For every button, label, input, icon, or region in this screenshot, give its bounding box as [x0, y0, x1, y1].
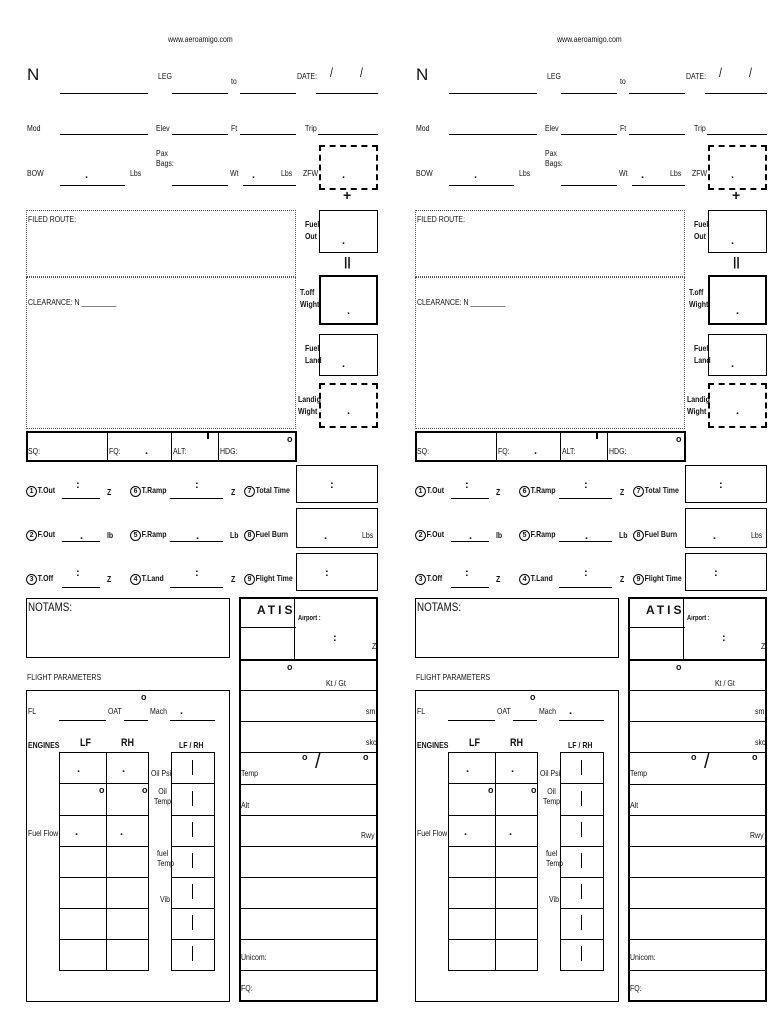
fq-decimal: .: [145, 445, 149, 457]
atis-sky-unit: skc: [366, 737, 377, 747]
lf-rh-label: LF / RH: [179, 740, 204, 750]
date-label: DATE:: [297, 71, 318, 81]
fq-label: FQ:: [109, 446, 121, 456]
tail-number-label: N: [416, 65, 429, 84]
fuel-land-decimal: .: [342, 358, 346, 370]
oat-field[interactable]: [124, 720, 148, 721]
elev-field[interactable]: [172, 134, 228, 135]
ft-label: Ft: [620, 123, 627, 133]
oil-temp-label: Oil Temp: [543, 786, 561, 806]
takeoff-weight-box[interactable]: [319, 275, 378, 325]
zfw-decimal: .: [342, 169, 346, 181]
equals-sign: ||: [733, 255, 740, 269]
fl-label: FL: [417, 706, 426, 716]
atis-rwy-label: Rwy: [750, 830, 764, 840]
atis-alt-label: Alt: [241, 800, 250, 810]
engines-label: ENGINES: [28, 740, 60, 750]
fuel-out-box[interactable]: [319, 210, 378, 253]
landing-weight-decimal: .: [347, 405, 351, 417]
bow-field[interactable]: [60, 185, 125, 186]
oat-label: OAT: [497, 706, 511, 716]
atis-visibility-unit: sm: [366, 706, 376, 716]
t-off-field[interactable]: [451, 587, 489, 588]
tail-number-label: N: [27, 65, 40, 84]
bow-label: BOW: [416, 168, 433, 178]
plus-sign: +: [732, 187, 741, 203]
t-ramp-field[interactable]: [170, 498, 223, 499]
pax-bags-field[interactable]: [172, 185, 228, 186]
lf-rh-label: LF / RH: [568, 740, 593, 750]
mod-label: Mod: [416, 123, 430, 133]
f-ramp-field[interactable]: [170, 541, 223, 542]
elev-label: Elev: [156, 123, 170, 133]
date-separator: /: [360, 65, 363, 80]
atis-wind-unit: Kt / Gt: [326, 678, 346, 688]
atis-panel: [239, 597, 378, 1002]
clearance-label: CLEARANCE: N _________: [417, 297, 506, 307]
t-out-label: 1 T.Out: [27, 485, 55, 497]
t-out-field[interactable]: [451, 498, 489, 499]
sq-label: SQ:: [417, 446, 430, 456]
flight-time-box[interactable]: [685, 553, 767, 591]
wt-label: Wt: [619, 168, 628, 178]
flight-log-card-left: www.aeroamigo.com N LEG to DATE: / / Mod Elev Ft Trip BOW . Lbs Pax Bags: Wt . Lbs ZFW . + FILED ROUTE: CLEARANCE: N _________ Fuel Out . || T.off Wight . Fuel Land . Landig Wight . SQ: FQ: . ALT: HDG: o 1 T.Out : Z 6 T.Ramp : Z 7 Total Time : 2 F.Out . lb 5 F.Ramp . Lb 8 Fuel Burn . Lbs 3 T.Off : Z 4 T.Land : Z 9 Flight Time : NOTAMS: ATIS Airport : : Z o Kt / Gt sm skc Temp o / o Alt Rwy Unicom: FQ: FLIGHT PARAMETERS FL OAT o Mach . ENGINES LF RH LF / RH . . o o . . Oil Psi Oil Temp Fuel Flow fuel Temp Vib: [0, 0, 385, 1024]
leg-to-field[interactable]: [240, 93, 296, 94]
atis-airport-label: Airport :: [687, 615, 710, 622]
total-time-label: 7 Total Time: [245, 485, 290, 497]
takeoff-weight-label: T.off Wight: [689, 287, 709, 309]
wt-field[interactable]: [243, 185, 296, 186]
notams-label: NOTAMS:: [417, 600, 462, 614]
sq-label: SQ:: [28, 446, 41, 456]
date-label: DATE:: [686, 71, 707, 81]
fuel-burn-label: 8 Fuel Burn: [245, 529, 288, 541]
trip-label: Trip: [694, 123, 706, 133]
flight-params-title: FLIGHT PARAMETERS: [416, 672, 491, 682]
flight-time-label: 9 Flight Time: [634, 573, 682, 585]
leg-to-field[interactable]: [629, 93, 685, 94]
to-label: to: [620, 76, 626, 86]
rh-label: RH: [510, 737, 524, 749]
hdg-label: HDG:: [609, 446, 627, 456]
date-separator: /: [749, 65, 752, 80]
equals-sign: ||: [344, 255, 351, 269]
landing-weight-decimal: .: [736, 405, 740, 417]
fl-field[interactable]: [448, 720, 495, 721]
total-time-box[interactable]: [296, 465, 378, 503]
wt-decimal: .: [641, 169, 645, 181]
clearance-label: CLEARANCE: N _________: [28, 297, 117, 307]
bow-field[interactable]: [449, 185, 514, 186]
filed-route-label: FILED ROUTE:: [28, 214, 77, 224]
flight-log-card-right: www.aeroamigo.com N LEG to DATE: / / Mod Elev Ft Trip BOW . Lbs Pax Bags: Wt . Lbs ZFW . + FILED ROUTE: CLEARANCE: N _________ Fuel Out . || T.off Wight . Fuel Land . Landig Wight . SQ: FQ: . ALT: HDG: o 1 T.Out : Z 6 T.Ramp : Z 7 Total Time : 2 F.Out . lb 5 F.Ramp . Lb 8 Fuel Burn . Lbs 3 T.Off : Z 4 T.Land : Z 9 Flight Time : NOTAMS: ATIS Airport : : Z o Kt / Gt sm skc Temp o / o Alt Rwy Unicom: FQ: FLIGHT PARAMETERS FL OAT o Mach . ENGINES LF RH LF / RH . . o o . . Oil Psi Oil Temp Fuel Flow fuel Temp Vib: [389, 0, 770, 1024]
zfw-label: ZFW: [692, 168, 708, 178]
engines-label: ENGINES: [417, 740, 449, 750]
t-land-field[interactable]: [170, 587, 223, 588]
alt-label: ALT:: [173, 446, 187, 456]
filed-route-label: FILED ROUTE:: [417, 214, 466, 224]
fuel-land-label: Fuel Land: [305, 343, 322, 365]
oat-field[interactable]: [513, 720, 537, 721]
wt-lbs-label: Lbs: [281, 168, 293, 178]
fuel-out-decimal: .: [342, 235, 346, 247]
plus-sign: +: [343, 187, 352, 203]
leg-label: LEG: [547, 71, 561, 81]
bow-lbs-label: Lbs: [130, 168, 142, 178]
landing-weight-label: Landig Wight: [687, 394, 710, 416]
mod-field[interactable]: [60, 134, 148, 135]
fuel-land-decimal: .: [731, 358, 735, 370]
atis-alt-label: Alt: [630, 800, 639, 810]
fuel-burn-box[interactable]: [296, 508, 378, 548]
t-land-label: 4 T.Land: [131, 573, 164, 585]
to-label: to: [231, 76, 237, 86]
leg-from-field[interactable]: [561, 93, 617, 94]
atis-unicom-label: Unicom:: [630, 952, 656, 962]
bow-label: BOW: [27, 168, 44, 178]
atis-wind-unit: Kt / Gt: [715, 678, 735, 688]
atis-unicom-label: Unicom:: [241, 952, 267, 962]
fuel-land-box[interactable]: [708, 334, 767, 376]
fq-label: FQ:: [498, 446, 510, 456]
atis-title: ATIS: [257, 603, 296, 617]
ft-label: Ft: [231, 123, 238, 133]
wt-label: Wt: [230, 168, 239, 178]
mach-field[interactable]: [559, 720, 604, 721]
f-out-field[interactable]: [62, 541, 100, 542]
mod-label: Mod: [27, 123, 41, 133]
t-ramp-label: 6 T.Ramp: [131, 485, 166, 497]
pax-bags-field[interactable]: [561, 185, 617, 186]
squawk-row: [26, 431, 297, 462]
website-url: www.aeroamigo.com: [557, 34, 622, 44]
atis-fq-label: FQ:: [241, 983, 253, 993]
zfw-decimal: .: [731, 169, 735, 181]
fuel-burn-label: 8 Fuel Burn: [634, 529, 677, 541]
atis-visibility-unit: sm: [755, 706, 765, 716]
oil-psi-label: Oil Psi: [151, 768, 172, 778]
rh-label: RH: [121, 737, 135, 749]
trip-label: Trip: [305, 123, 317, 133]
leg-from-field[interactable]: [172, 93, 228, 94]
fuel-temp-label: fuel Temp: [157, 848, 175, 868]
ft-field[interactable]: [629, 134, 685, 135]
zfw-box[interactable]: [708, 145, 767, 190]
tail-number-field[interactable]: [449, 93, 537, 94]
fuel-temp-label: fuel Temp: [546, 848, 564, 868]
fuel-burn-box[interactable]: [685, 508, 767, 548]
fuel-out-box[interactable]: [708, 210, 767, 253]
landing-weight-label: Landig Wight: [298, 394, 321, 416]
atis-sky-unit: skc: [755, 737, 766, 747]
f-out-label: 2 F.Out: [27, 529, 55, 541]
t-ramp-field[interactable]: [559, 498, 612, 499]
mod-field[interactable]: [449, 134, 537, 135]
elev-label: Elev: [545, 123, 559, 133]
vib-label: Vib: [549, 894, 559, 904]
atis-temp-label: Temp: [630, 768, 648, 778]
atis-temp-label: Temp: [241, 768, 259, 778]
mach-field[interactable]: [170, 720, 215, 721]
notams-label: NOTAMS:: [28, 600, 73, 614]
alt-label: ALT:: [562, 446, 576, 456]
fuel-out-label: Fuel Out: [305, 219, 320, 241]
fuel-out-label: Fuel Out: [694, 219, 709, 241]
flight-params-title: FLIGHT PARAMETERS: [27, 672, 102, 682]
squawk-row: [415, 431, 686, 462]
website-url: www.aeroamigo.com: [168, 34, 233, 44]
f-out-field[interactable]: [451, 541, 489, 542]
date-separator: /: [330, 65, 333, 80]
bow-decimal: .: [474, 169, 478, 181]
ft-field[interactable]: [240, 134, 296, 135]
mach-label: Mach: [539, 706, 557, 716]
t-land-label: 4 T.Land: [520, 573, 553, 585]
fuel-flow-label: Fuel Flow: [28, 828, 59, 838]
f-out-label: 2 F.Out: [416, 529, 444, 541]
atis-airport-label: Airport :: [298, 615, 321, 622]
f-ramp-label: 5 F.Ramp: [131, 529, 166, 541]
pax-bags-label: Pax Bags:: [545, 148, 563, 168]
t-out-label: 1 T.Out: [416, 485, 444, 497]
fq-decimal: .: [534, 445, 538, 457]
mach-label: Mach: [150, 706, 168, 716]
date-field[interactable]: [705, 93, 767, 94]
oat-label: OAT: [108, 706, 122, 716]
date-field[interactable]: [316, 93, 378, 94]
fuel-out-decimal: .: [731, 235, 735, 247]
oil-psi-label: Oil Psi: [540, 768, 561, 778]
t-off-field[interactable]: [62, 587, 100, 588]
f-ramp-field[interactable]: [559, 541, 612, 542]
fl-label: FL: [28, 706, 37, 716]
fuel-land-label: Fuel Land: [694, 343, 711, 365]
flight-time-box[interactable]: [296, 553, 378, 591]
total-time-box[interactable]: [685, 465, 767, 503]
atis-fq-label: FQ:: [630, 983, 642, 993]
date-separator: /: [719, 65, 722, 80]
atis-panel: [628, 597, 767, 1002]
elev-field[interactable]: [561, 134, 617, 135]
trip-field[interactable]: [318, 134, 378, 135]
hdg-label: HDG:: [220, 446, 238, 456]
tail-number-field[interactable]: [60, 93, 148, 94]
t-off-label: 3 T.Off: [416, 573, 442, 585]
takeoff-weight-box[interactable]: [708, 275, 767, 325]
takeoff-weight-decimal: .: [347, 305, 351, 317]
t-land-field[interactable]: [559, 587, 612, 588]
bow-lbs-label: Lbs: [519, 168, 531, 178]
fuel-flow-label: Fuel Flow: [417, 828, 448, 838]
fuel-land-box[interactable]: [319, 334, 378, 376]
trip-field[interactable]: [707, 134, 767, 135]
wt-field[interactable]: [632, 185, 685, 186]
leg-label: LEG: [158, 71, 172, 81]
t-out-field[interactable]: [62, 498, 100, 499]
oil-temp-label: Oil Temp: [154, 786, 172, 806]
atis-title: ATIS: [646, 603, 685, 617]
t-off-label: 3 T.Off: [27, 573, 53, 585]
takeoff-weight-label: T.off Wight: [300, 287, 320, 309]
bow-decimal: .: [85, 169, 89, 181]
atis-rwy-label: Rwy: [361, 830, 375, 840]
fl-field[interactable]: [59, 720, 106, 721]
zfw-label: ZFW: [303, 168, 319, 178]
total-time-label: 7 Total Time: [634, 485, 679, 497]
t-ramp-label: 6 T.Ramp: [520, 485, 555, 497]
flight-time-label: 9 Flight Time: [245, 573, 293, 585]
wt-decimal: .: [252, 169, 256, 181]
f-ramp-label: 5 F.Ramp: [520, 529, 555, 541]
takeoff-weight-decimal: .: [736, 305, 740, 317]
vib-label: Vib: [160, 894, 170, 904]
wt-lbs-label: Lbs: [670, 168, 682, 178]
lf-label: LF: [469, 737, 481, 749]
pax-bags-label: Pax Bags:: [156, 148, 174, 168]
lf-label: LF: [80, 737, 92, 749]
zfw-box[interactable]: [319, 145, 378, 190]
